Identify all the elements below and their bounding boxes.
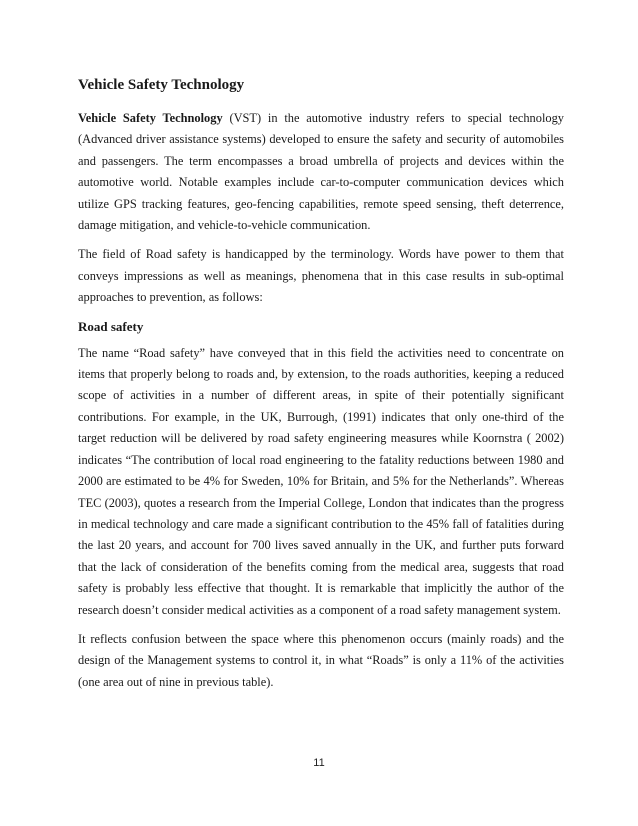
intro-text: (VST) in the automotive industry refers to special technology (Advanced driver assistance systems) developed to ensure the safety and security of automobiles and passengers. The term encompasses a broad umbrella of projects and devices within the automotive world. Notable examples include car-to-computer communication devices which utilize GPS tracking features, geo-fencing capabilities, remote speed sensing, theft deterrence, damage mitigation, and vehicle-to-vehicle communication. (78, 111, 564, 233)
page-number: 11 (313, 757, 325, 769)
confusion-paragraph: It reflects confusion between the space where this phenomenon occurs (mainly roads) and the design of the Management systems to control it, in what “Roads” is only a 11% of the activities (one area out of nine in previous table). (78, 631, 564, 689)
document-title: Vehicle Safety Technology (78, 77, 245, 93)
terminology-paragraph: The field of Road safety is handicapped by the terminology. Words have power to them that conveys impressions as well as meanings, phenomena that in this case results in sub-optimal approaches to prevention, as follows: (78, 247, 564, 305)
road-safety-paragraph: The name “Road safety” have conveyed that in this field the activities need to concentrate on items that properly belong to roads and, by extension, to the roads authorities, keeping a reduced scope of activities in a number of different areas, in spite of their potentially significant contributions. For example, in the UK, Burrough, (1991) indicates that only one-third of the target reduction will be delivered by road safety engineering measures while Koornstra ( 2002) indicates “The contribution of local road engineering to the fatality reductions between 1980 and 2000 are estimated to be 4% for Sweden, 10% for Britain, and 5% for the Netherlands”. Whereas TEC (2003), quotes a research from the Imperial College, London that indicates than the progress in medical technology and care made a significant contribution to the 45% fall of fatalities during the last 20 years, and account for 700 lives saved annually in the UK, and further puts forward that the lack of consideration of the benefits coming from the medical area, suggests that road safety is probably less effective that thought. It is remarkable that implicitly the author of the research doesn’t consider medical activities as a component of a road safety management system. (78, 345, 564, 617)
intro-lead-term: Vehicle Safety Technology (78, 111, 223, 125)
document-page (78, 74, 564, 701)
section-heading-road-safety: Road safety (78, 318, 144, 334)
intro-paragraph (78, 108, 564, 236)
